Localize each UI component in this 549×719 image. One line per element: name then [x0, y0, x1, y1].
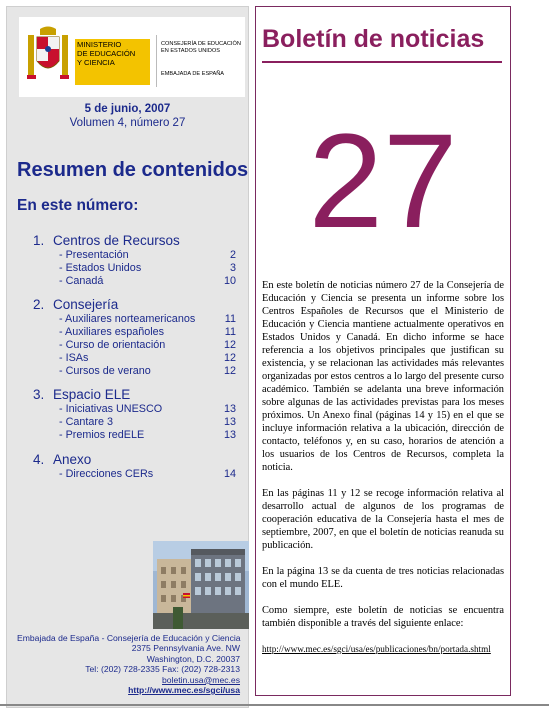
toc-item[interactable]: - ISAs 12	[59, 351, 236, 364]
toc-item[interactable]: - Cursos de verano 12	[59, 364, 236, 377]
toc-subheading: En este número:	[17, 197, 139, 214]
toc-item[interactable]: - Auxiliares norteamericanos 11	[59, 313, 236, 326]
logo-divider	[156, 35, 157, 87]
consejeria-label: CONSEJERÍA DE EDUCACIÓN EN ESTADOS UNIDOS	[161, 41, 241, 54]
toc-section-title[interactable]: 3. Espacio ELE	[33, 387, 131, 403]
page-bottom-rule	[0, 704, 549, 706]
toc-section	[33, 233, 238, 287]
toc-section	[33, 452, 238, 481]
toc-item[interactable]: - Estados Unidos 3	[59, 261, 236, 274]
toc-section	[33, 297, 238, 377]
footer-address: 2375 Pennsylvania Ave. NW	[131, 643, 240, 654]
left-column	[6, 6, 249, 708]
toc-section-title[interactable]: 4. Anexo	[33, 451, 92, 467]
footer-organization: Embajada de España - Consejería de Educación y Ciencia	[17, 633, 241, 643]
toc-item[interactable]: - Premios redELE 13	[59, 428, 236, 441]
body-paragraph: En la página 13 se da cuenta de tres noticias relacionadas con el mundo ELE.	[262, 566, 504, 590]
toc-section-title[interactable]: 1. Centros de Recursos	[33, 233, 180, 248]
toc-item[interactable]: - Iniciativas UNESCO 13	[59, 403, 236, 416]
contact-footer	[7, 633, 240, 695]
toc-item[interactable]: - Canadá 10	[59, 274, 236, 287]
newsletter-title: Boletín de noticias	[262, 25, 485, 53]
ministry-name: MINISTERIO DE EDUCACIÓN Y CIENCIA	[77, 40, 136, 67]
toc-section-title[interactable]: 2. Consejería	[33, 297, 119, 313]
issue-date: 5 de junio, 2007	[84, 103, 171, 115]
toc-section	[33, 387, 238, 441]
toc-item[interactable]: - Direcciones CERs 14	[59, 467, 236, 480]
table-of-contents	[33, 233, 238, 487]
body-paragraph: Como siempre, este boletín de noticias se encuentra también disponible a través del siguiente enlace:	[262, 605, 504, 629]
title-underline	[262, 61, 502, 63]
embajada-label: EMBAJADA DE ESPAÑA	[161, 71, 224, 77]
footer-phone: Tel: (202) 728-2335 Fax: (202) 728-2313	[85, 664, 240, 675]
toc-item[interactable]: - Cantare 3 13	[59, 416, 236, 429]
footer-website-link[interactable]: http://www.mec.es/sgci/usa	[128, 685, 240, 696]
toc-item[interactable]: - Presentación 2	[59, 249, 236, 261]
toc-item[interactable]: - Curso de orientación 12	[59, 338, 236, 351]
footer-email-link[interactable]: boletin.usa@mec.es	[162, 674, 240, 685]
toc-item[interactable]: - Auxiliares españoles 11	[59, 326, 236, 339]
body-paragraph: En este boletín de noticias número 27 de la Consejería de Educación y Ciencia se presenta un informe sobre los Centros Españoles de Recursos que el Ministerio de Educación y Ciencia mantiene actualmente operativos en Estados Unidos y Canadá. En dicho informe se hace referencia a los objetivos principales que justifican su existencia, y se relacionan las actividades más relevantes organizadas por estos centros a lo largo del presente curso académico. También se adelanta una breve información sobre algunas de las actividades previstas para los meses próximos. Un Anexo final (páginas 14 y 15) en el que se incluye información relativa a la ubicación, dirección de contacto, teléfonos y, en su caso, horarios de atención a los usuarios de los Centros de Recursos, completa la noticia.	[262, 280, 504, 473]
newsletter-body	[262, 279, 504, 669]
issue-volume: Volumen 4, número 27	[69, 117, 186, 129]
logo-card	[19, 17, 245, 97]
body-paragraph: En las páginas 11 y 12 se recoge información relativa al desarrollo actual de algunos de los programas de cooperación educativa de la Consejería hasta el mes de septiembre, 2007, en que el boletín de noticias reanuda su publicación.	[262, 488, 504, 551]
coat-of-arms-icon	[27, 25, 69, 85]
publication-link[interactable]: http://www.mec.es/sgci/usa/es/publicaciones/bn/portada.shtml	[262, 644, 491, 654]
footer-city: Washington, D.C. 20037	[146, 653, 240, 664]
issue-number: 27	[308, 107, 458, 256]
building-photo	[153, 541, 249, 629]
right-column	[255, 6, 511, 696]
toc-heading: Resumen de contenidos	[17, 159, 249, 181]
